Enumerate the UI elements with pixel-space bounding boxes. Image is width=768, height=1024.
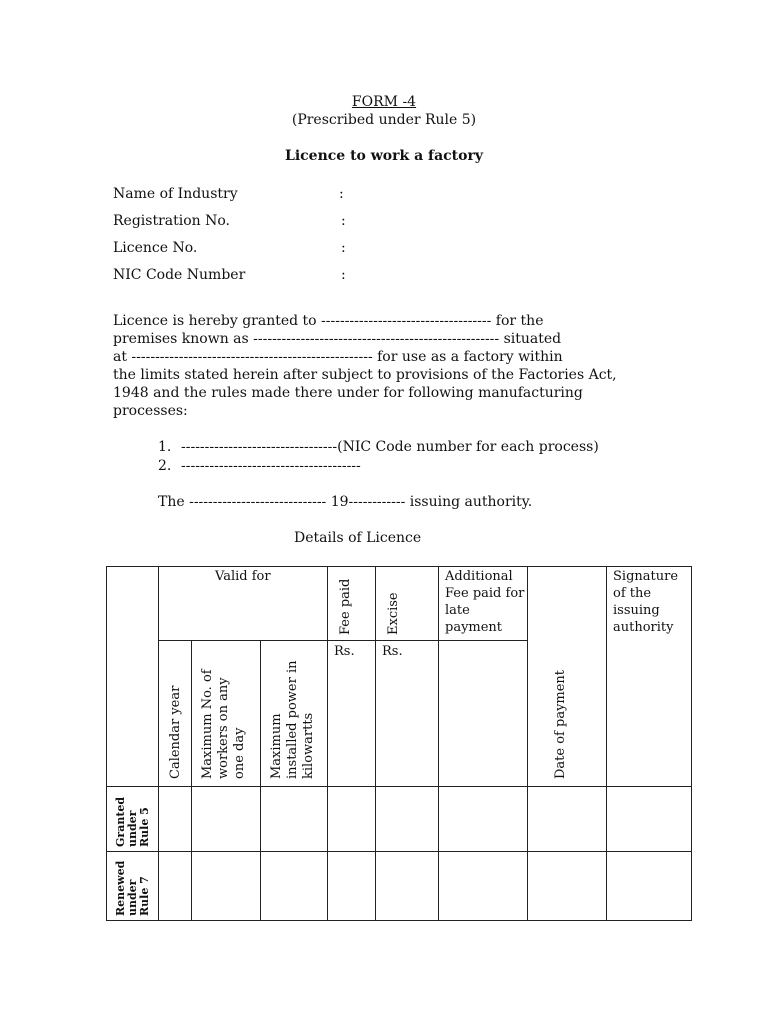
table-cell (191, 786, 261, 852)
max-power-label: Maximum installed power in kilowartts (269, 660, 316, 779)
cell-rs-fee (327, 640, 376, 787)
licence-paragraph (113, 312, 653, 420)
table-cell (527, 851, 607, 921)
valid-for-label: Valid for (215, 569, 271, 584)
field-label-licence: Licence No. (113, 240, 198, 256)
table-cell (375, 786, 439, 852)
calendar-year-label: Calendar year (168, 685, 183, 779)
cell-corner (106, 566, 159, 787)
table-cell (375, 851, 439, 921)
process-number: 1. (158, 439, 172, 455)
paragraph-line: premises known as ---------------------------------------------------- situated (113, 331, 562, 347)
cell-rs-excise (375, 640, 439, 787)
table-cell (191, 851, 261, 921)
field-sep-registration: : (341, 213, 346, 229)
process-number: 2. (158, 458, 172, 474)
paragraph-line: Licence is hereby granted to ------------------------------------ for the (113, 313, 544, 329)
cell-date-of-payment (527, 566, 607, 787)
cell-max-workers (191, 640, 261, 787)
table-caption: Details of Licence (294, 530, 422, 546)
row-granted-label: Granted under Rule 5 (114, 796, 151, 847)
field-sep-nic: : (341, 267, 346, 283)
signature-label: Signature of the issuing authority (613, 569, 679, 635)
field-sep-licence: : (341, 240, 346, 256)
cell-signature (606, 566, 692, 787)
field-label-nic: NIC Code Number (113, 267, 246, 283)
table-cell (438, 786, 528, 852)
cell-max-power (260, 640, 328, 787)
field-label-registration: Registration No. (113, 213, 230, 229)
table-cell (327, 851, 376, 921)
paragraph-line: the limits stated herein after subject to provisions of the Factories Act, (113, 367, 617, 383)
fee-paid-label: Fee paid (338, 578, 353, 635)
cell-excise (375, 566, 439, 641)
table-cell (260, 851, 328, 921)
table-cell (606, 851, 692, 921)
cell-calendar-year (158, 640, 192, 787)
cell-row-renewed-label (106, 851, 159, 921)
form-number: FORM -4 (351, 94, 417, 110)
table-cell (158, 786, 192, 852)
field-label-industry: Name of Industry (113, 186, 238, 202)
cell-additional-fee (438, 566, 528, 641)
row-renewed-label: Renewed under Rule 7 (114, 860, 151, 916)
additional-fee-label: Additional Fee paid for late payment (445, 569, 525, 635)
cell-valid-for (158, 566, 328, 641)
process-text: ---------------------------------(NIC Code number for each process) (181, 439, 599, 455)
excise-label: Excise (386, 592, 401, 635)
table-cell (438, 851, 528, 921)
cell-fee-paid (327, 566, 376, 641)
table-cell (158, 851, 192, 921)
max-workers-label: Maximum No. of workers on any one day (200, 669, 247, 779)
rs-excise-label: Rs. (382, 644, 403, 659)
form-prescribed: (Prescribed under Rule 5) (291, 112, 477, 128)
table-cell (527, 786, 607, 852)
cell-row-granted-label (106, 786, 159, 852)
table-cell (327, 786, 376, 852)
table-cell (260, 786, 328, 852)
process-text: -------------------------------------- (181, 458, 361, 474)
cell-additional-fee-blank (438, 640, 528, 787)
table-cell (606, 786, 692, 852)
field-sep-industry: : (339, 186, 344, 202)
rs-fee-label: Rs. (334, 644, 355, 659)
issuing-line: The ----------------------------- 19------------ issuing authority. (158, 494, 533, 510)
paragraph-line: 1948 and the rules made there under for following manufacturing (113, 385, 583, 401)
date-of-payment-label: Date of payment (553, 669, 568, 779)
form-title: Licence to work a factory (285, 148, 483, 164)
paragraph-line: at --------------------------------------------------- for use as a factory within (113, 349, 563, 365)
paragraph-line: processes: (113, 403, 188, 419)
